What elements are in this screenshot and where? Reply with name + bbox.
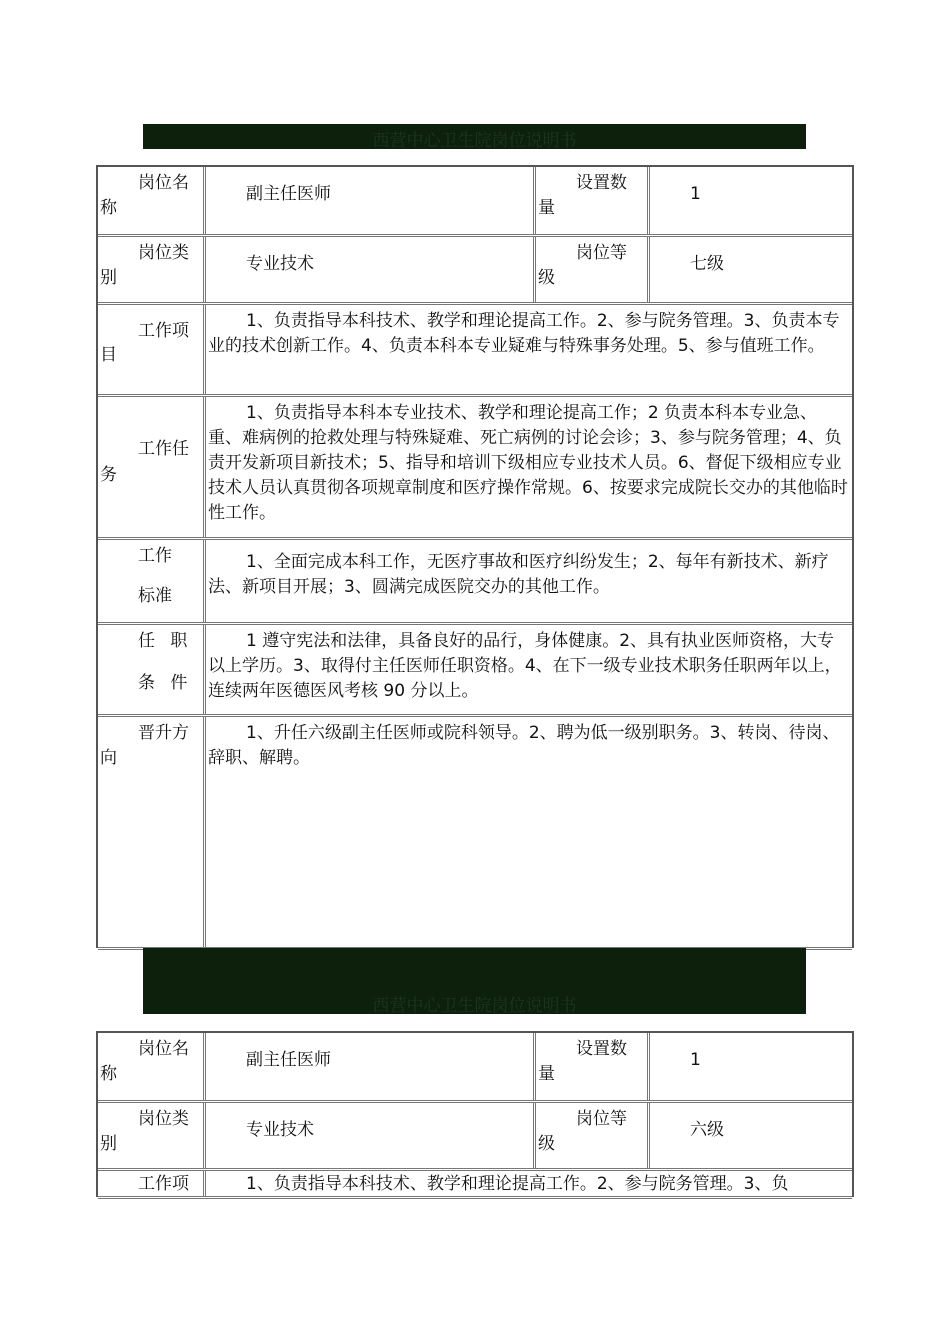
label-work-items-2: 工作项 (98, 1171, 206, 1196)
value-position-name: 副主任医师 (206, 167, 536, 234)
header-banner (143, 124, 806, 149)
value-work-tasks: 1、负责指导本科本专业技术、教学和理论提高工作；2 负责本科本专业急、重、难病例的抢救处理与特殊疑难、死亡病例的讨论会诊；3、参与院务管理；4、负责开发新项目新技术；5、指导和培训下级相应专业技术人员。6、督促下级相应专业技术人员认真贯彻各项规章制度和医疗操作常规。6、按要求完成院长交办的其他临时性工作。 (208, 403, 848, 523)
value-work-standard: 1、全面完成本科工作，无医疗事故和医疗纠纷发生；2、每年有新技术、新疗法、新项目开展；3、圆满完成医院交办的其他工作。 (208, 552, 829, 597)
label-position-name-2: 岗位名 称 (98, 1033, 206, 1100)
row-position-name-2 (98, 1033, 852, 1103)
document-title-2: 西营中心卫生院岗位说明书 (372, 996, 577, 1014)
header-banner-2 (143, 948, 806, 1014)
job-description-table (96, 165, 854, 948)
row-work-tasks (98, 397, 852, 540)
label-grade: 岗位等 级 (536, 237, 650, 302)
row-work-standard (98, 540, 852, 625)
label-promotion: 晋升方 向 (98, 717, 206, 947)
label-category: 岗位类 别 (98, 237, 206, 302)
value-position-name-2: 副主任医师 (206, 1033, 536, 1100)
value-promotion: 1、升任六级副主任医师或院科领导。2、聘为低一级别职务。3、转岗、待岗、辞职、解聘。 (208, 723, 840, 768)
row-work-items-2 (98, 1171, 852, 1199)
label-count: 设置数 量 (536, 167, 650, 234)
label-work-items: 工作项 目 (98, 305, 206, 394)
row-work-items (98, 305, 852, 397)
value-grade-2: 六级 (690, 1120, 724, 1140)
row-qualification (98, 625, 852, 717)
row-promotion (98, 717, 852, 950)
value-qualification: 1 遵守宪法和法律，具备良好的品行，身体健康。2、具有执业医师资格，大专以上学历。3、取得付主任医师任职资格。4、在下一级专业技术职务任职两年以上，连续两年医德医风考核 90 分以上。 (208, 631, 842, 701)
row-position-name (98, 167, 852, 237)
label-position-name: 岗位名 称 (98, 167, 206, 234)
label-qualification: 任 职 条 件 (98, 625, 206, 714)
document-title: 西营中心卫生院岗位说明书 (372, 131, 577, 149)
value-category: 专业技术 (206, 237, 536, 302)
value-count: 1 (690, 184, 701, 204)
row-category (98, 237, 852, 305)
job-description-table-2 (96, 1031, 854, 1197)
label-count-2: 设置数 量 (536, 1033, 650, 1100)
value-category-2: 专业技术 (206, 1103, 536, 1168)
label-grade-2: 岗位等 级 (536, 1103, 650, 1168)
value-work-items-2: 1、负责指导本科技术、教学和理论提高工作。2、参与院务管理。3、负 (246, 1174, 789, 1194)
label-category-2: 岗位类 别 (98, 1103, 206, 1168)
value-count-2: 1 (690, 1050, 701, 1070)
row-category-2 (98, 1103, 852, 1171)
label-work-tasks: 工作任 务 (98, 397, 206, 537)
value-grade: 七级 (690, 254, 724, 274)
label-work-standard: 工作 标准 (98, 540, 206, 622)
value-work-items: 1、负责指导本科技术、教学和理论提高工作。2、参与院务管理。3、负责本专业的技术创新工作。4、负责本科本专业疑难与特殊事务处理。5、参与值班工作。 (208, 311, 840, 356)
